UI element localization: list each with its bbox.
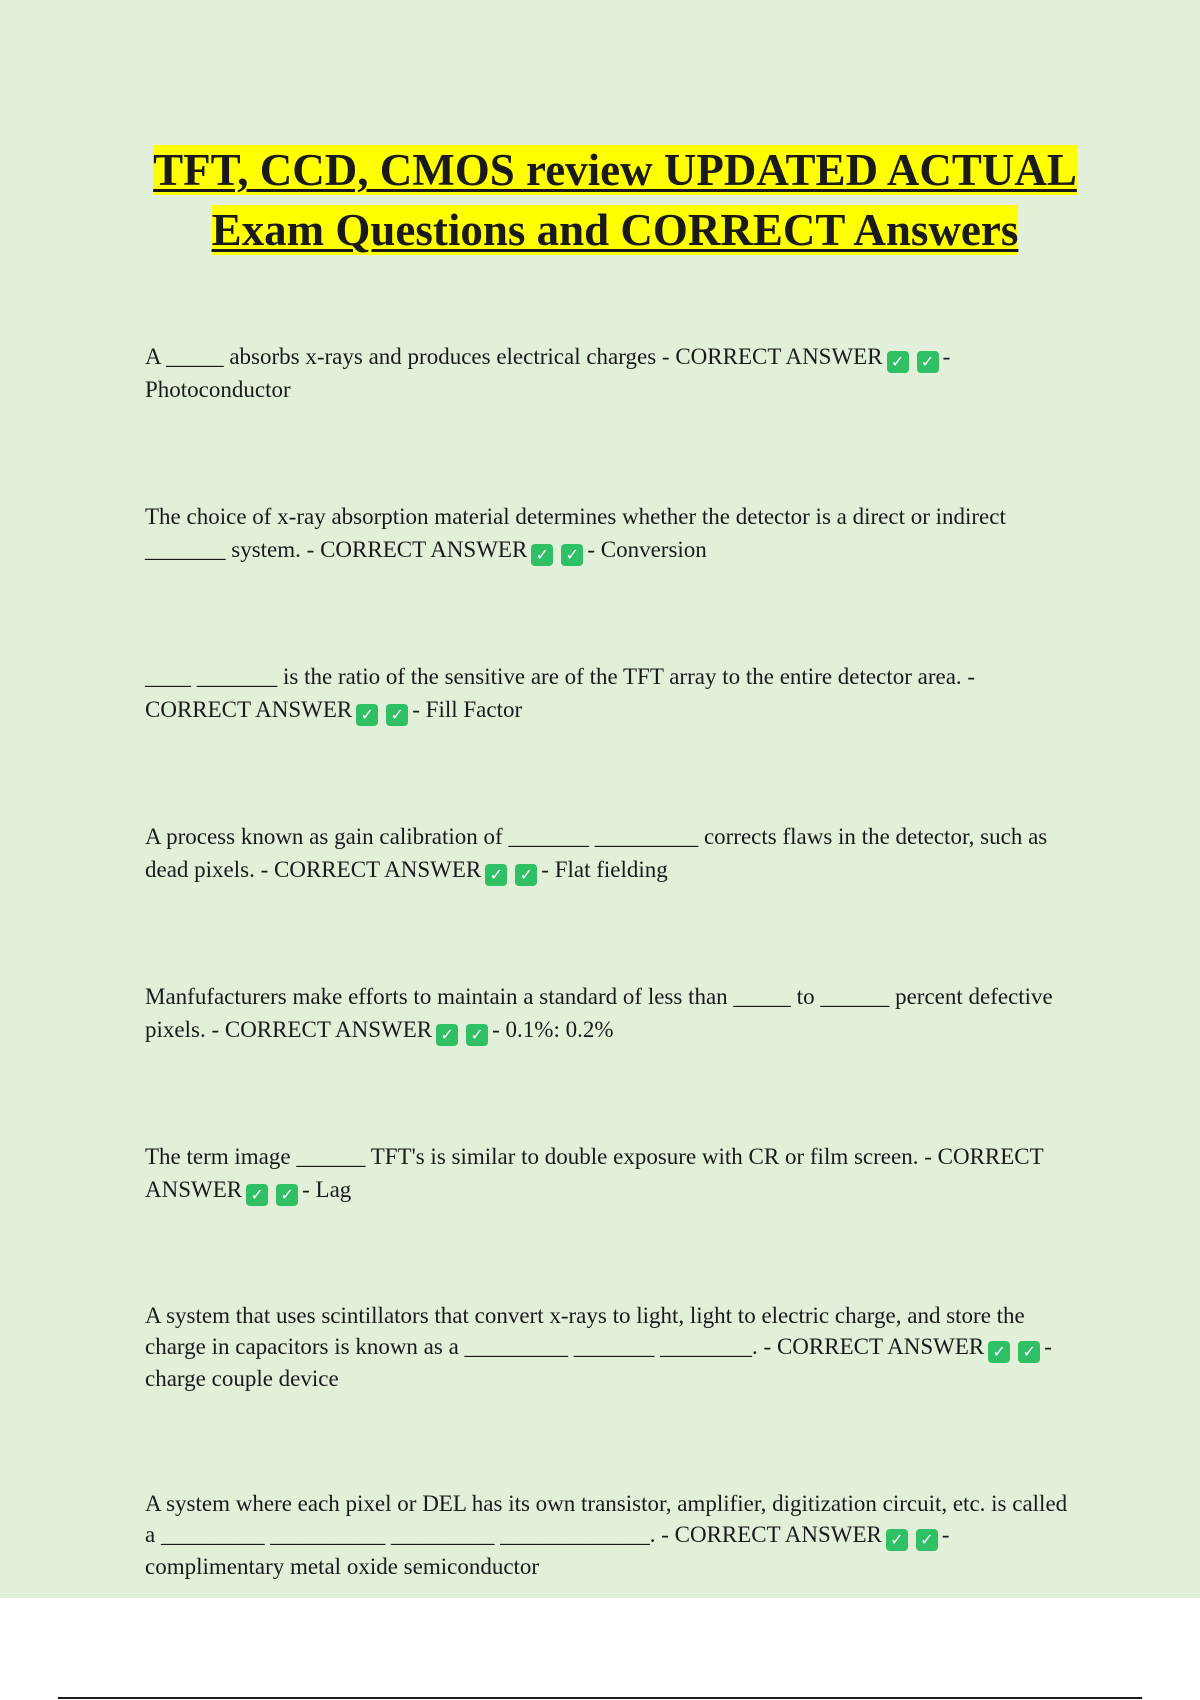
answer-text: 0.1%: 0.2% xyxy=(505,1017,614,1042)
check-mark-icon: ✓ xyxy=(246,1184,268,1206)
answer-text: Conversion xyxy=(600,537,707,562)
answer-label: CORRECT ANSWER xyxy=(776,1334,985,1359)
answer-text: Fill Factor xyxy=(425,697,523,722)
qa-item: Manfufacturers make efforts to maintain a standard of less than _____ to ______ percent defective pixels. - CORRECT ANSWER ✓ ✓ - 0.1%: 0.2% xyxy=(145,984,1053,1044)
question-text: Manfufacturers make efforts to maintain a standard of less than _____ to ______ percent defective pixels. - xyxy=(145,984,1053,1042)
answer-label: CORRECT ANSWER xyxy=(274,857,482,882)
answer-label: CORRECT ANSWER xyxy=(320,537,528,562)
check-mark-icon: ✓ xyxy=(436,1024,458,1046)
check-mark-icon: ✓ xyxy=(276,1184,298,1206)
check-mark-icon: ✓ xyxy=(386,704,408,726)
qa-item: The term image ______ TFT's is similar to double exposure with CR or film screen. - CORRECT ANSWER ✓ ✓ - Lag xyxy=(145,1144,1044,1204)
qa-item: ____ _______ is the ratio of the sensitive are of the TFT array to the entire detector area. - CORRECT ANSWER ✓ ✓ - Fill Factor xyxy=(145,664,976,724)
check-mark-icon: ✓ xyxy=(886,1529,908,1551)
answer-text: Lag xyxy=(315,1177,352,1202)
check-mark-icon: ✓ xyxy=(1018,1341,1040,1363)
question-text: The choice of x-ray absorption material determines whether the detector is a direct or indirect _______ system. - xyxy=(145,504,1006,562)
question-text: A _____ absorbs x-rays and produces electrical charges - xyxy=(145,344,676,369)
answer-text: complimentary metal oxide semiconductor xyxy=(145,1554,540,1579)
qa-item: The choice of x-ray absorption material determines whether the detector is a direct or indirect _______ system. - CORRECT ANSWER ✓ ✓ - Conversion xyxy=(145,504,1006,564)
check-mark-icon: ✓ xyxy=(466,1024,488,1046)
answer-label: CORRECT ANSWER xyxy=(224,1017,433,1042)
check-mark-icon: ✓ xyxy=(515,864,537,886)
answer-label: CORRECT ANSWER xyxy=(674,1522,882,1547)
page-title xyxy=(140,140,1090,260)
answer-label: CORRECT ANSWER xyxy=(675,344,883,369)
check-mark-icon: ✓ xyxy=(531,544,553,566)
answer-text: charge couple device xyxy=(145,1366,339,1391)
check-mark-icon: ✓ xyxy=(485,864,507,886)
question-text: A system that uses scintillators that convert x-rays to light, light to electric charge, and store the charge in capacitors is known as a _________ _______ ________. - xyxy=(145,1303,1025,1359)
check-mark-icon: ✓ xyxy=(916,1529,938,1551)
question-text: The term image ______ TFT's is similar to double exposure with CR or film screen. - xyxy=(145,1144,938,1169)
check-mark-icon: ✓ xyxy=(917,351,939,373)
qa-list xyxy=(145,340,1075,1676)
question-text: A system where each pixel or DEL has its own transistor, amplifier, digitization circuit, etc. is called a _________ __________ _________ _____________. - xyxy=(145,1491,1068,1547)
answer-label: CORRECT ANSWER xyxy=(145,697,353,722)
answer-text: Flat fielding xyxy=(554,857,668,882)
title-block xyxy=(140,140,1090,260)
check-mark-icon: ✓ xyxy=(356,704,378,726)
qa-item: A _____ absorbs x-rays and produces electrical charges - CORRECT ANSWER ✓ ✓ - Photoconductor xyxy=(145,344,951,402)
title-highlight: TFT, CCD, CMOS review UPDATED ACTUAL Exam Questions and CORRECT Answers xyxy=(153,145,1077,255)
question-text: ____ _______ is the ratio of the sensitive are of the TFT array to the entire detector area. - xyxy=(145,664,976,689)
question-text: A process known as gain calibration of _______ _________ corrects flaws in the detector, such as dead pixels. - xyxy=(145,824,1048,882)
footer-divider xyxy=(58,1697,1142,1699)
check-mark-icon: ✓ xyxy=(887,351,909,373)
answer-label: CORRECT ANSWER xyxy=(145,1144,1044,1202)
qa-item: A system that uses scintillators that convert x-rays to light, light to electric charge, and store the charge in capacitors is known as a _________ _______ ________. - CORRECT ANSWER ✓ ✓ - charge couple device xyxy=(145,1303,1052,1391)
qa-item: A system where each pixel or DEL has its own transistor, amplifier, digitization circuit, etc. is called a _________ __________ _________ _____________. - CORRECT ANSWER ✓ ✓ - complimentary metal oxide semiconductor xyxy=(145,1491,1068,1579)
qa-item: A process known as gain calibration of _______ _________ corrects flaws in the detector, such as dead pixels. - CORRECT ANSWER ✓ ✓ - Flat fielding xyxy=(145,824,1048,884)
check-mark-icon: ✓ xyxy=(561,544,583,566)
check-mark-icon: ✓ xyxy=(988,1341,1010,1363)
answer-text: Photoconductor xyxy=(145,377,291,402)
